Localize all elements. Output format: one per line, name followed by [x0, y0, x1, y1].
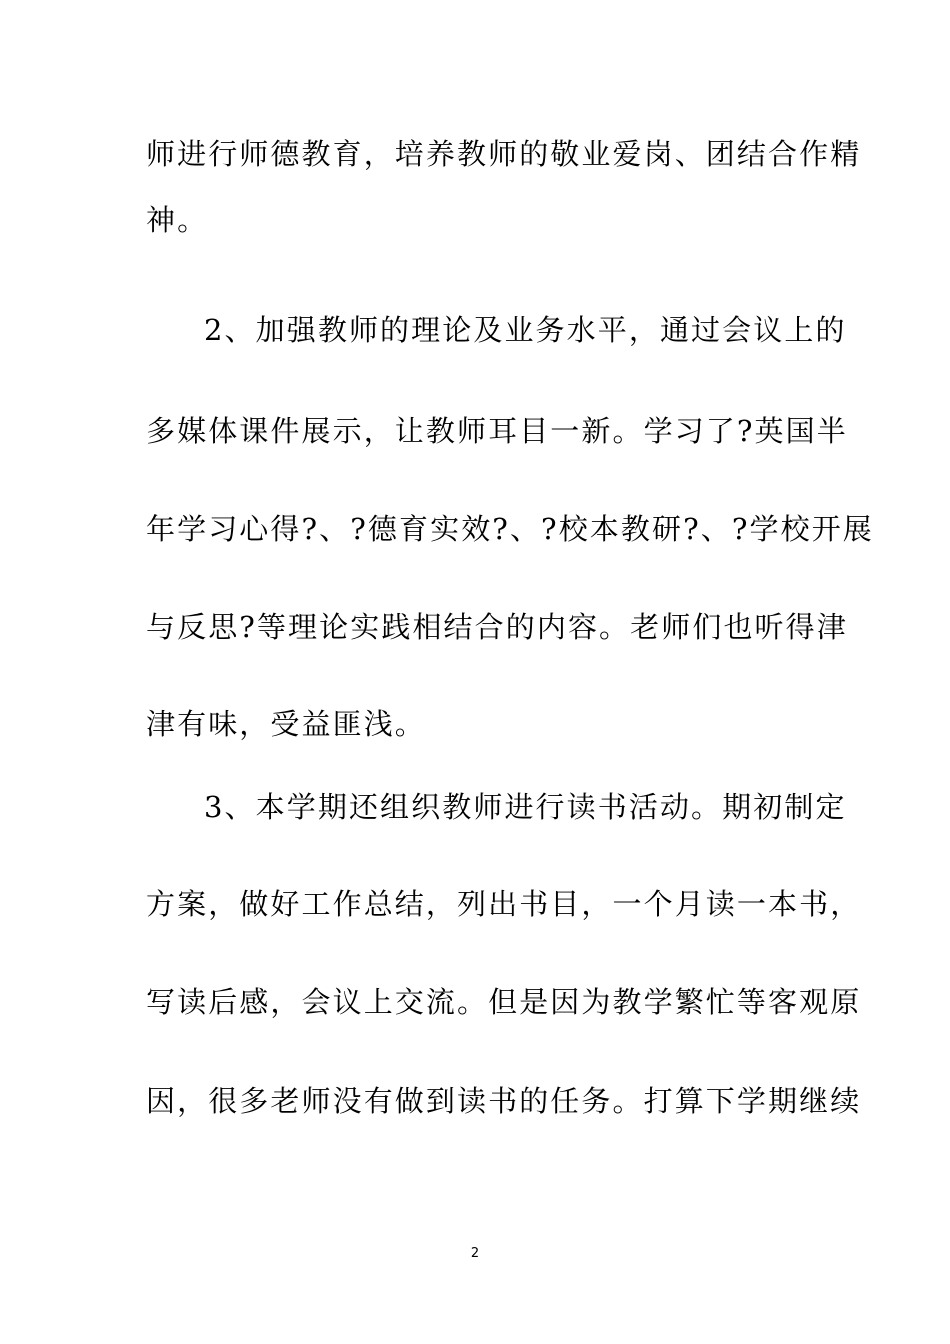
- text-line: 津有味，受益匪浅。: [146, 707, 426, 741]
- text-line: 师进行师德教育，培养教师的敬业爱岗、团结合作精: [146, 137, 862, 171]
- text-line: 写读后感，会议上交流。但是因为教学繁忙等客观原: [146, 985, 862, 1019]
- text-line: 方案，做好工作总结，列出书目，一个月读一本书，: [146, 887, 862, 921]
- text-line: 因，很多老师没有做到读书的任务。打算下学期继续: [146, 1084, 862, 1118]
- text-line: 神。: [146, 203, 209, 237]
- page-number: 2: [470, 1246, 480, 1261]
- text-line: 多媒体课件展示，让教师耳目一新。学习了?英国半: [146, 414, 848, 448]
- text-line: 年学习心得?、?德育实效?、?校本教研?、?学校开展: [146, 512, 874, 546]
- text-line: 与反思?等理论实践相结合的内容。老师们也听得津: [146, 610, 848, 644]
- paragraph-start-line: 2、加强教师的理论及业务水平，通过会议上的: [204, 313, 847, 347]
- paragraph-start-line: 3、本学期还组织教师进行读书活动。期初制定: [204, 790, 847, 824]
